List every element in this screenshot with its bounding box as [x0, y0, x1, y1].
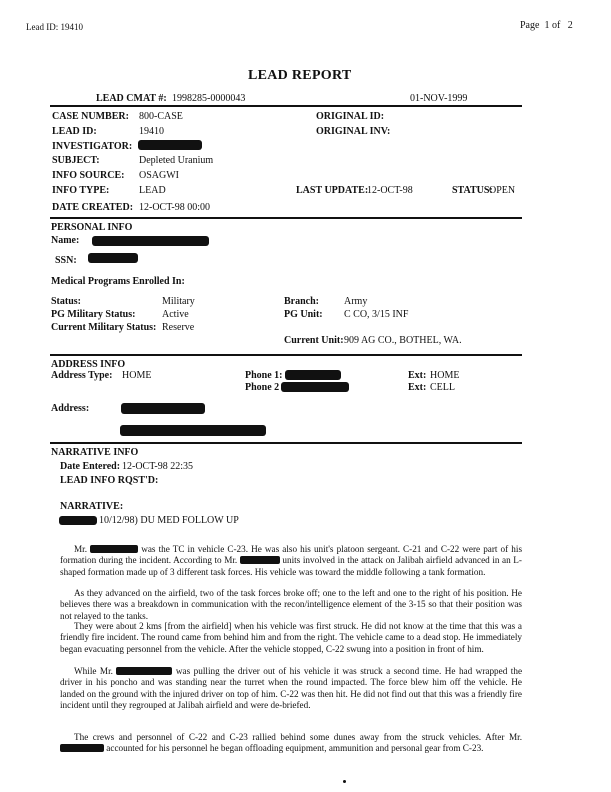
- branch-label: Branch:: [284, 296, 319, 307]
- narrative-paragraph-2: [60, 588, 522, 622]
- cmat-value: 1998285-0000043: [172, 93, 246, 104]
- phone2-label: Phone 2: [245, 382, 280, 393]
- pg-unit-value: C CO, 3/15 INF: [344, 309, 409, 320]
- pg-military-status-label: PG Military Status:: [51, 309, 136, 320]
- name-label: Name:: [51, 235, 80, 246]
- ext1-value: HOME: [430, 370, 460, 381]
- ext2-label: Ext:: [408, 382, 427, 393]
- last-update-label: LAST UPDATE:: [296, 185, 369, 196]
- personal-info-heading: PERSONAL INFO: [51, 222, 133, 233]
- narrative-author-redaction: [59, 516, 97, 525]
- phone1-redaction: [285, 370, 341, 380]
- name-redaction-inline: [116, 667, 172, 675]
- ssn-label: SSN:: [55, 255, 77, 266]
- lead-id-label: LEAD ID:: [52, 126, 97, 137]
- subject-label: SUBJECT:: [52, 155, 100, 166]
- header-lead-id: Lead ID: 19410: [26, 22, 83, 32]
- info-type-value: LEAD: [139, 185, 166, 196]
- pg-military-status-value: Active: [162, 309, 189, 320]
- phone1-label: Phone 1:: [245, 370, 283, 381]
- p3-text: They were about 2 kms [from the airfield] when his vehicle was first struck. He did not know at the time that this was a friendly fire incident. The round came from behind him and from the right. The vehicle came to a dead stop. He immediately began evacuating personnel from the vehicle. After the vehicle stopped, C-22 swung into a position in front of him.: [60, 621, 522, 654]
- p1-start: Mr.: [74, 544, 88, 554]
- speck-mark: [343, 780, 346, 783]
- narrative-paragraph-3: [60, 621, 522, 655]
- page-total: 2: [567, 20, 573, 31]
- page-label: Page: [520, 20, 540, 31]
- p4-text: was pulling the driver out of his vehicle it was struck a second time. He had wrapped the driver in his poncho and was standing near the turret when the round impacted. The force blew him off the vehicle. He landed on the ground with the injured driver on top of him. C-22 was then hit. He did not find out that this was a friendly fire incident until they regrouped at Jalibah airfield and were de-briefed.: [60, 666, 523, 710]
- name-redaction: [92, 236, 209, 246]
- investigator-label: INVESTIGATOR:: [52, 141, 133, 152]
- case-number-label: CASE NUMBER:: [52, 111, 129, 122]
- address-redaction-line1: [121, 403, 205, 414]
- narrative-paragraph-5: [60, 732, 522, 755]
- narrative-paragraph-4: [60, 666, 522, 711]
- current-unit-value: 909 AG CO., BOTHEL, WA.: [344, 335, 462, 346]
- ext2-value: CELL: [430, 382, 455, 393]
- p1-end: units involved in the attack on Jalibah airfield advanced in an L-shaped formation made up of 3 different task forces. His vehicle was toward the middle following a tank formation.: [60, 555, 522, 577]
- original-id-label: ORIGINAL ID:: [316, 111, 385, 122]
- original-inv-label: ORIGINAL INV:: [316, 126, 391, 137]
- date-created-value: 12-OCT-98 00:00: [139, 202, 211, 213]
- date-entered-label: Date Entered:: [60, 461, 121, 472]
- investigator-redaction: [138, 140, 202, 150]
- info-type-label: INFO TYPE:: [52, 185, 110, 196]
- divider: [50, 217, 522, 219]
- case-number-value: 800-CASE: [139, 111, 183, 122]
- date-created-label: DATE CREATED:: [52, 202, 134, 213]
- ssn-redaction: [88, 253, 138, 263]
- status-military-value: Military: [162, 296, 195, 307]
- page-number: 1: [544, 20, 550, 31]
- name-redaction-inline: [90, 545, 138, 553]
- medical-programs-label: Medical Programs Enrolled In:: [51, 276, 185, 287]
- name-redaction-inline: [60, 744, 104, 752]
- divider: [50, 105, 522, 107]
- narrative-info-heading: NARRATIVE INFO: [51, 447, 139, 458]
- phone2-redaction: [281, 382, 349, 392]
- divider: [50, 354, 522, 356]
- page-of: of: [551, 20, 561, 31]
- lead-info-rqstd-label: LEAD INFO RQST'D:: [60, 475, 159, 486]
- narrative-label: NARRATIVE:: [60, 501, 124, 512]
- address-label: Address:: [51, 403, 90, 414]
- subject-value: Depleted Uranium: [139, 155, 214, 166]
- info-source-label: INFO SOURCE:: [52, 170, 125, 181]
- p4-start: While Mr.: [74, 666, 113, 676]
- p1-middle: was the TC in vehicle C-23. He was also his unit's platoon sergeant. C-21 and C-22 were part of his formation during the incident. According to Mr.: [60, 544, 523, 566]
- status-value: OPEN: [489, 185, 516, 196]
- divider: [50, 442, 522, 444]
- address-redaction-line2: [120, 425, 266, 436]
- narrative-followup: , 10/12/98) DU MED FOLLOW UP: [94, 515, 239, 526]
- address-type-label: Address Type:: [51, 370, 113, 381]
- cmat-label: LEAD CMAT #:: [96, 93, 167, 104]
- name-redaction-inline: [240, 556, 280, 564]
- p2-text: As they advanced on the airfield, two of the task forces broke off; one to the left and one to the right of his position. He believes there was a breakdown in communication with the recon/intelligence element of the 3-15 so that their position was not relayed to the tanks.: [60, 588, 522, 621]
- p5-start: The crews and personnel of C-22 and C-23 rallied behind some dunes away from the struck vehicles. After Mr.: [74, 732, 522, 742]
- page-indicator: [520, 20, 573, 31]
- lead-id-value: 19410: [139, 126, 164, 137]
- status-label: STATUS:: [452, 185, 493, 196]
- ext1-label: Ext:: [408, 370, 427, 381]
- info-source-value: OSAGWI: [139, 170, 179, 181]
- branch-value: Army: [344, 296, 368, 307]
- current-military-status-value: Reserve: [162, 322, 195, 333]
- address-type-value: HOME: [122, 370, 152, 381]
- status-military-label: Status:: [51, 296, 82, 307]
- current-military-status-label: Current Military Status:: [51, 322, 157, 333]
- date-entered-value: 12-OCT-98 22:35: [122, 461, 194, 472]
- current-unit-label: Current Unit:: [284, 335, 344, 346]
- page-title: LEAD REPORT: [248, 68, 352, 83]
- last-update-value: 12-OCT-98: [367, 185, 413, 196]
- address-info-heading: ADDRESS INFO: [51, 359, 126, 370]
- narrative-paragraph-1: [60, 544, 522, 578]
- report-date: 01-NOV-1999: [410, 93, 468, 104]
- pg-unit-label: PG Unit:: [284, 309, 323, 320]
- p5-text: accounted for his personnel he began offloading equipment, ammunition and personal gear from C-23.: [106, 743, 484, 754]
